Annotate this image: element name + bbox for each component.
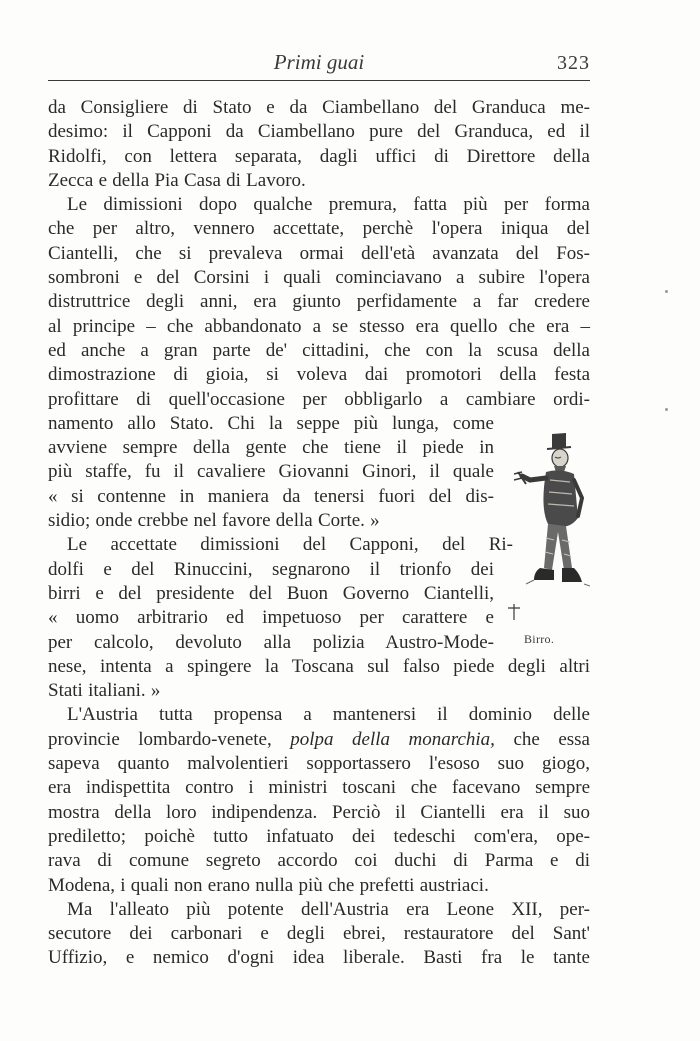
text-line: rava di comune segreto accordo coi duchi di Parma e di bbox=[48, 850, 590, 872]
margin-speck bbox=[665, 408, 668, 411]
text-line: più staffe, fu il cavaliere Giovanni Ginori, il quale bbox=[48, 461, 494, 483]
text-line bbox=[48, 728, 590, 752]
text-line: Stati italiani. » bbox=[48, 680, 161, 702]
figure-caption: Birro. bbox=[524, 632, 555, 646]
text-line: sapeva quanto malvolentieri sopportassero l'esoso suo giogo, bbox=[48, 753, 590, 775]
text-line: birri e del presidente del Buon Governo Ciantelli, bbox=[48, 582, 494, 604]
page-header bbox=[48, 48, 590, 81]
text-line: era indispettita contro i ministri toscani che facevano sempre bbox=[48, 777, 590, 799]
margin-speck bbox=[665, 290, 668, 293]
text-line: dimostrazione di gioia, si voleva dai promotori della festa bbox=[48, 364, 590, 386]
text-line: dolfi e del Rinuccini, segnarono il trionfo dei bbox=[48, 558, 494, 580]
birro-illustration bbox=[500, 428, 590, 648]
text-line: avviene sempre della gente che tiene il piede in bbox=[48, 437, 494, 459]
text-line: Ridolfi, con lettera separata, dagli uffici di Direttore della bbox=[48, 145, 590, 167]
running-head: Primi guai bbox=[273, 50, 365, 74]
text-line: al principe – che abbandonato a se stesso era quello che era – bbox=[48, 315, 590, 337]
text-line: prediletto; poichè tutto infatuato dei tedeschi com'era, ope- bbox=[48, 825, 590, 847]
text-line: mostra della loro indipendenza. Perciò il Ciantelli era il suo bbox=[48, 801, 590, 823]
text-line: che per altro, vennero accettate, perchè l'opera iniqua del bbox=[48, 218, 590, 240]
text-line: Uffizio, e nemico d'ogni idea liberale. Basti fra le tante bbox=[48, 947, 590, 969]
text-line: distruttrice degli anni, era giunto perfidamente a far credere bbox=[48, 291, 590, 313]
text-line: Zecca e della Pia Casa di Lavoro. bbox=[48, 169, 306, 191]
text-line: profittare di quell'occasione per obbligarlo a cambiare ordi- bbox=[48, 388, 590, 410]
birro-figure-drawing bbox=[500, 428, 590, 628]
text-fragment: che essa bbox=[513, 728, 590, 750]
text-line: secutore dei carbonari e degli ebrei, restauratore del Sant' bbox=[48, 923, 590, 945]
text-line: ed anche a gran parte de' cittadini, che con la scusa della bbox=[48, 339, 590, 361]
text-line: per calcolo, devoluto alla polizia Austro-Mode- bbox=[48, 631, 494, 653]
text-line: sombroni e del Corsini i quali cominciavano a subire l'opera bbox=[48, 267, 590, 289]
text-line: L'Austria tutta propensa a mantenersi il dominio delle bbox=[67, 704, 590, 726]
text-line: nese, intenta a spingere la Toscana sul falso piede degli altri bbox=[48, 655, 590, 677]
text-line: Le dimissioni dopo qualche premura, fatta più per forma bbox=[67, 194, 590, 216]
text-fragment: provincie lombardo-venete, bbox=[48, 728, 272, 750]
page-number: 323 bbox=[557, 52, 590, 74]
text-line: sidio; onde crebbe nel favore della Corte. » bbox=[48, 510, 380, 532]
text-line: da Consigliere di Stato e da Ciambellano del Granduca me- bbox=[48, 97, 590, 118]
italic-phrase: polpa della monarchia, bbox=[290, 728, 495, 750]
text-line: Ciantelli, che si prevaleva ormai dell'età avanzata del Fos- bbox=[48, 242, 590, 264]
text-line: Modena, i quali non erano nulla più che prefetti austriaci. bbox=[48, 874, 489, 896]
text-line: namento allo Stato. Chi la seppe più lunga, come bbox=[48, 412, 494, 434]
text-line: « si contenne in maniera da tenersi fuori del dis- bbox=[48, 485, 494, 507]
text-line: desimo: il Capponi da Ciambellano pure del Granduca, ed il bbox=[48, 121, 590, 143]
text-line: « uomo arbitrario ed impetuoso per carattere e bbox=[48, 607, 494, 629]
text-line: Ma l'alleato più potente dell'Austria era Leone XII, per- bbox=[67, 898, 590, 920]
text-line: Le accettate dimissioni del Capponi, del Ri- bbox=[67, 534, 513, 556]
